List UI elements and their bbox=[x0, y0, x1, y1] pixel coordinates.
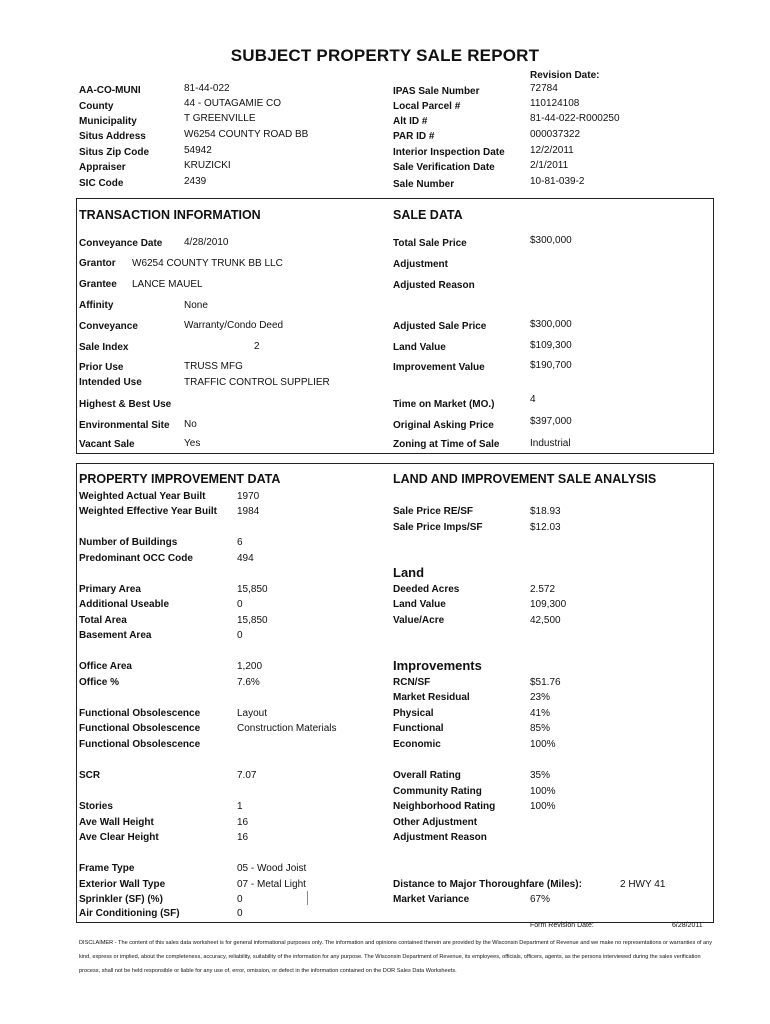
improvements-subheading: Improvements bbox=[393, 658, 482, 673]
cell-divider-mark bbox=[307, 891, 308, 905]
market-residual-value: 23% bbox=[530, 692, 551, 703]
conveyance-date-label: Conveyance Date bbox=[79, 238, 163, 249]
sale-index-value: 2 bbox=[254, 341, 260, 352]
pi-value-primary-area: 15,850 bbox=[237, 584, 268, 595]
functional-label: Functional bbox=[393, 723, 444, 734]
header-value-sale-verification-date: 2/1/2011 bbox=[530, 160, 569, 171]
pi-label-frame-type: Frame Type bbox=[79, 863, 135, 874]
adjustment-label: Adjustment bbox=[393, 259, 448, 270]
conveyance-value: Warranty/Condo Deed bbox=[184, 320, 284, 331]
analysis-heading: LAND AND IMPROVEMENT SALE ANALYSIS bbox=[393, 472, 657, 486]
header-value-par-id: 000037322 bbox=[530, 129, 581, 140]
pi-label-scr: SCR bbox=[79, 770, 101, 781]
pi-label-actual-year-built: Weighted Actual Year Built bbox=[79, 491, 206, 502]
prior-use-value: TRUSS MFG bbox=[184, 361, 243, 372]
sale-data-heading: SALE DATA bbox=[393, 208, 463, 222]
pi-label-effective-year-built: Weighted Effective Year Built bbox=[79, 506, 218, 517]
header-value-local-parcel: 110124108 bbox=[530, 98, 580, 109]
highest-best-use-label: Highest & Best Use bbox=[79, 399, 172, 410]
total-sale-price-value: $300,000 bbox=[530, 235, 572, 246]
original-asking-price-value: $397,000 bbox=[530, 416, 572, 427]
neighborhood-rating-label: Neighborhood Rating bbox=[393, 801, 496, 812]
pi-value-frame-type: 05 - Wood Joist bbox=[237, 863, 307, 874]
property-improvement-heading: PROPERTY IMPROVEMENT DATA bbox=[79, 472, 281, 486]
header-value-sic-code: 2439 bbox=[184, 176, 207, 187]
time-on-market-label: Time on Market (MO.) bbox=[393, 399, 495, 410]
grantor-label: Grantor bbox=[79, 258, 116, 269]
pi-label-functional-obsolescence-3: Functional Obsolescence bbox=[79, 739, 201, 750]
intended-use-label: Intended Use bbox=[79, 377, 142, 388]
pi-value-ave-clear-height: 16 bbox=[237, 832, 249, 843]
neighborhood-rating-value: 100% bbox=[530, 801, 556, 812]
header-value-alt-id: 81-44-022-R000250 bbox=[530, 113, 620, 124]
community-rating-label: Community Rating bbox=[393, 786, 482, 797]
deeded-acres-value: 2.572 bbox=[530, 584, 556, 595]
conveyance-date-value: 4/28/2010 bbox=[184, 237, 229, 248]
grantee-label: Grantee bbox=[79, 279, 117, 290]
pi-label-primary-area: Primary Area bbox=[79, 584, 141, 595]
functional-value: 85% bbox=[530, 723, 551, 734]
pi-value-office-percent: 7.6% bbox=[237, 677, 260, 688]
adjusted-reason-label: Adjusted Reason bbox=[393, 280, 475, 291]
pi-value-total-area: 15,850 bbox=[237, 615, 268, 626]
distance-label: Distance to Major Thoroughfare (Miles): bbox=[393, 879, 582, 890]
deeded-acres-label: Deeded Acres bbox=[393, 584, 460, 595]
header-label-ipas-sale-number: IPAS Sale Number bbox=[393, 86, 480, 97]
value-acre-value: 42,500 bbox=[530, 615, 561, 626]
sale-price-imps-sf-value: $12.03 bbox=[530, 522, 561, 533]
form-revision-label: Form Revision Date: bbox=[530, 922, 594, 929]
header-value-sale-number: 10-81-039-2 bbox=[530, 176, 585, 187]
intended-use-value: TRAFFIC CONTROL SUPPLIER bbox=[184, 377, 330, 388]
header-label-par-id: PAR ID # bbox=[393, 131, 435, 142]
header-label-county: County bbox=[79, 101, 114, 112]
header-value-situs-address: W6254 COUNTY ROAD BB bbox=[184, 129, 309, 140]
environmental-site-label: Environmental Site bbox=[79, 420, 170, 431]
header-label-appraiser: Appraiser bbox=[79, 162, 126, 173]
pi-value-exterior-wall-type: 07 - Metal Light bbox=[237, 879, 306, 890]
pi-value-functional-obsolescence-1: Layout bbox=[237, 708, 268, 719]
overall-rating-label: Overall Rating bbox=[393, 770, 461, 781]
revision-date-label: Revision Date: bbox=[530, 70, 600, 81]
pi-label-predominant-occ-code: Predominant OCC Code bbox=[79, 553, 193, 564]
land-value-label: Land Value bbox=[393, 342, 446, 353]
pi-value-office-area: 1,200 bbox=[237, 661, 263, 672]
pi-label-exterior-wall-type: Exterior Wall Type bbox=[79, 879, 166, 890]
header-value-appraiser: KRUZICKI bbox=[184, 160, 231, 171]
pi-label-office-percent: Office % bbox=[79, 677, 120, 688]
adjustment-reason-label: Adjustment Reason bbox=[393, 832, 487, 843]
pi-value-sprinkler: 0 bbox=[237, 894, 243, 905]
header-value-county: 44 - OUTAGAMIE CO bbox=[184, 98, 282, 109]
affinity-label: Affinity bbox=[79, 300, 114, 311]
header-label-interior-inspection-date: Interior Inspection Date bbox=[393, 147, 505, 158]
header-label-aa-co-muni: AA-CO-MUNI bbox=[79, 85, 141, 96]
physical-value: 41% bbox=[530, 708, 551, 719]
disclaimer-text: DISCLAIMER - The content of this sales data worksheet is for general informational purposes only. The information and opinions contained therein are provided by the Wisconsin Department of Revenue and we make no representations or warranties of any kind, express or implied, about the completeness, accuracy, reliability, suitability of the information for any purpose. The Wisconsin Department of Revenue, its employees, officials, officers, agents, as the persons interviewed during the sales verification process, shall not be held responsible or liable for any use of, error, omission, or defect in the information contained on the DOR Sales Data Worksheets. bbox=[79, 940, 713, 974]
pi-label-functional-obsolescence-2: Functional Obsolescence bbox=[79, 723, 201, 734]
pi-value-additional-useable: 0 bbox=[237, 599, 243, 610]
zoning-label: Zoning at Time of Sale bbox=[393, 439, 500, 450]
vacant-sale-label: Vacant Sale bbox=[79, 439, 135, 450]
vacant-sale-value: Yes bbox=[184, 438, 201, 449]
overall-rating-value: 35% bbox=[530, 770, 551, 781]
improvement-value-value: $190,700 bbox=[530, 360, 572, 371]
pi-value-scr: 7.07 bbox=[237, 770, 257, 781]
value-acre-label: Value/Acre bbox=[393, 615, 445, 626]
pi-value-ave-wall-height: 16 bbox=[237, 817, 249, 828]
grantee-value: LANCE MAUEL bbox=[132, 279, 203, 290]
pi-label-functional-obsolescence-1: Functional Obsolescence bbox=[79, 708, 201, 719]
pi-value-effective-year-built: 1984 bbox=[237, 506, 260, 517]
adjusted-sale-price-label: Adjusted Sale Price bbox=[393, 321, 487, 332]
pi-value-predominant-occ-code: 494 bbox=[237, 553, 254, 564]
pi-label-ave-wall-height: Ave Wall Height bbox=[79, 817, 154, 828]
rcn-sf-value: $51.76 bbox=[530, 677, 561, 688]
market-residual-label: Market Residual bbox=[393, 692, 470, 703]
header-label-local-parcel: Local Parcel # bbox=[393, 101, 461, 112]
economic-value: 100% bbox=[530, 739, 556, 750]
physical-label: Physical bbox=[393, 708, 434, 719]
pi-value-actual-year-built: 1970 bbox=[237, 491, 260, 502]
header-label-sale-verification-date: Sale Verification Date bbox=[393, 162, 495, 173]
improvement-value-label: Improvement Value bbox=[393, 362, 485, 373]
header-value-situs-zip: 54942 bbox=[184, 145, 212, 156]
pi-value-functional-obsolescence-2: Construction Materials bbox=[237, 723, 337, 734]
header-label-situs-address: Situs Address bbox=[79, 131, 146, 142]
time-on-market-value: 4 bbox=[530, 394, 536, 405]
header-value-ipas-sale-number: 72784 bbox=[530, 83, 558, 94]
analysis-land-value-label: Land Value bbox=[393, 599, 446, 610]
pi-label-stories: Stories bbox=[79, 801, 113, 812]
affinity-value: None bbox=[184, 300, 208, 311]
zoning-value: Industrial bbox=[530, 438, 571, 449]
community-rating-value: 100% bbox=[530, 786, 556, 797]
total-sale-price-label: Total Sale Price bbox=[393, 238, 467, 249]
environmental-site-value: No bbox=[184, 419, 197, 430]
pi-value-number-of-buildings: 6 bbox=[237, 537, 243, 548]
pi-label-total-area: Total Area bbox=[79, 615, 127, 626]
header-label-sic-code: SIC Code bbox=[79, 178, 124, 189]
pi-value-stories: 1 bbox=[237, 801, 243, 812]
pi-label-basement-area: Basement Area bbox=[79, 630, 152, 641]
header-label-alt-id: Alt ID # bbox=[393, 116, 428, 127]
header-label-sale-number: Sale Number bbox=[393, 179, 455, 190]
header-label-situs-zip: Situs Zip Code bbox=[79, 147, 149, 158]
adjusted-sale-price-value: $300,000 bbox=[530, 319, 572, 330]
pi-label-air-conditioning: Air Conditioning (SF) bbox=[79, 908, 180, 919]
transaction-heading: TRANSACTION INFORMATION bbox=[79, 208, 261, 222]
header-label-municipality: Municipality bbox=[79, 116, 137, 127]
conveyance-label: Conveyance bbox=[79, 321, 138, 332]
distance-value: 2 HWY 41 bbox=[620, 879, 666, 890]
form-revision-date: 6/28/2011 bbox=[672, 922, 703, 929]
rcn-sf-label: RCN/SF bbox=[393, 677, 431, 688]
sale-price-re-sf-value: $18.93 bbox=[530, 506, 561, 517]
pi-label-ave-clear-height: Ave Clear Height bbox=[79, 832, 159, 843]
market-variance-label: Market Variance bbox=[393, 894, 470, 905]
header-value-aa-co-muni: 81-44-022 bbox=[184, 83, 230, 94]
page-title: SUBJECT PROPERTY SALE REPORT bbox=[230, 46, 540, 65]
header-value-municipality: T GREENVILLE bbox=[184, 113, 256, 124]
pi-label-office-area: Office Area bbox=[79, 661, 132, 672]
pi-value-air-conditioning: 0 bbox=[237, 908, 243, 919]
sale-price-imps-sf-label: Sale Price Imps/SF bbox=[393, 522, 483, 533]
economic-label: Economic bbox=[393, 739, 441, 750]
pi-value-basement-area: 0 bbox=[237, 630, 243, 641]
header-value-interior-inspection-date: 12/2/2011 bbox=[530, 145, 574, 156]
analysis-land-value-value: 109,300 bbox=[530, 599, 567, 610]
grantor-value: W6254 COUNTY TRUNK BB LLC bbox=[132, 258, 283, 269]
original-asking-price-label: Original Asking Price bbox=[393, 420, 494, 431]
prior-use-label: Prior Use bbox=[79, 362, 124, 373]
other-adjustment-label: Other Adjustment bbox=[393, 817, 478, 828]
pi-label-sprinkler: Sprinkler (SF) (%) bbox=[79, 894, 163, 905]
market-variance-value: 67% bbox=[530, 894, 551, 905]
sale-index-label: Sale Index bbox=[79, 342, 129, 353]
pi-label-number-of-buildings: Number of Buildings bbox=[79, 537, 178, 548]
land-value-value: $109,300 bbox=[530, 340, 572, 351]
pi-label-additional-useable: Additional Useable bbox=[79, 599, 170, 610]
land-subheading: Land bbox=[393, 565, 425, 580]
sale-price-re-sf-label: Sale Price RE/SF bbox=[393, 506, 474, 517]
